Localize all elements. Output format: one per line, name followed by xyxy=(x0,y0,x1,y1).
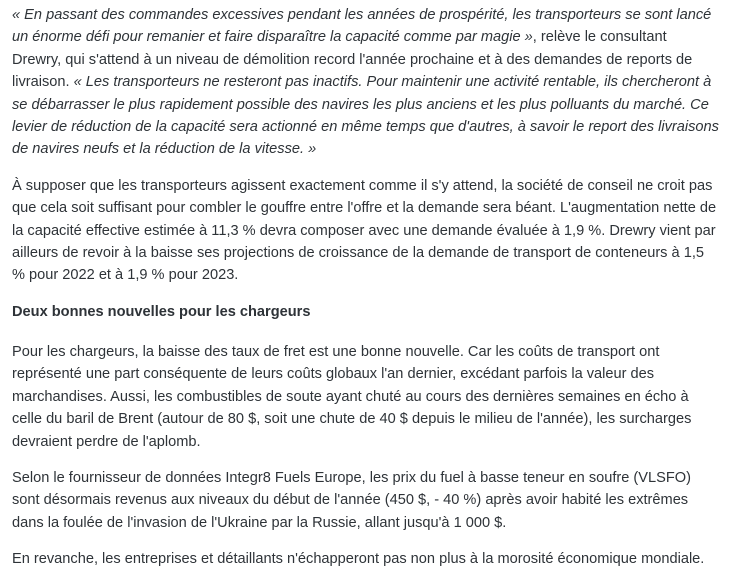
paragraph: En revanche, les entreprises et détaillants n'échapperont pas non plus à la morosité économique mondiale. xyxy=(12,551,705,568)
paragraph: À supposer que les transporteurs agissent exactement comme il s'y attend, la société de conseil ne croit pas que cela soit suffisant pour combler le gouffre entre l'offre et la demande sera béant. L'augmentation nette de la capacité effective estimée à 11,3 % devra composer avec une demande évaluée à 1,9 %. Drewry vient par ailleurs de revoir à la baisse ses projections de croissance de la demande de transport de conteneurs à 1,5 % pour 2022 et à 1,9 % pour 2023. xyxy=(12,177,717,284)
quote-text: « En passant des commandes excessives pendant les années de prospérité, les transporteurs se sont lancé un énorme défi pour remanier et faire disparaître la capacité comme par magie » xyxy=(12,7,712,46)
paragraph-quote xyxy=(12,4,719,161)
section-heading: Deux bonnes nouvelles pour les chargeurs xyxy=(12,303,311,320)
paragraph: Pour les chargeurs, la baisse des taux de fret est une bonne nouvelle. Car les coûts de transport ont représenté une part conséquente de leurs coûts globaux l'an dernier, excédant parfois la valeur des marchandises. Aussi, les combustibles de soute ayant chuté au cours des dernières semaines en écho à celle du baril de Brent (autour de 80 $, soit une chute de 40 $ depuis le milieu de l'année), les surcharges devraient perdre de l'aplomb. xyxy=(12,343,692,450)
quote-text: « Les transporteurs ne resteront pas inactifs. Pour maintenir une activité rentable, ils chercheront à se débarrasser le plus rapidement possible des navires les plus anciens et les plus polluants du marché. Ce levier de réduction de la capacité sera actionné en même temps que d'autres, à savoir le report des livraisons de navires neufs et la réduction de la vitesse. » xyxy=(12,74,719,158)
paragraph: Selon le fournisseur de données Integr8 Fuels Europe, les prix du fuel à basse teneur en soufre (VLSFO) sont désormais revenus aux niveaux du début de l'année (450 $, - 40 %) après avoir habité les extrêmes dans la foulée de l'invasion de l'Ukraine par la Russie, allant jusqu'à 1 000 $. xyxy=(12,469,692,531)
paragraph-text: , relève le consultant Drewry, qui s'attend à un niveau de démolition record l'année prochaine et à des demandes de reports de livraison. xyxy=(12,29,693,91)
